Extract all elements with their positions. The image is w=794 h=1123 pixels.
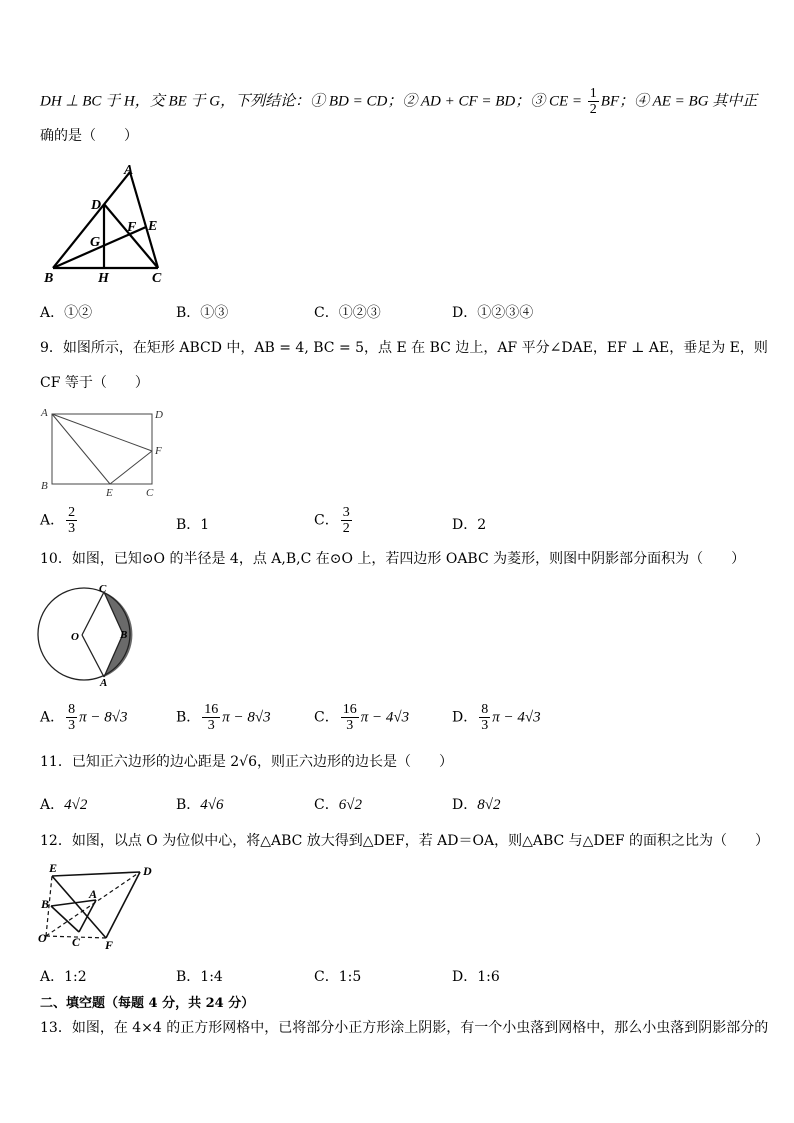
- section2-title: 二、填空题（每题 4 分，共 24 分）: [40, 996, 255, 1011]
- q11-option-b[interactable]: B．4√6: [176, 797, 224, 813]
- q10-option-d[interactable]: D． $\frac{8}{3}$ π − 4√3: [452, 702, 541, 733]
- q13-statement: 13．如图，在 4×4 的正方形网格中，已将部分小正方形涂上阴影，有一个小虫落到网格中，那么小虫落到阴影部分的: [40, 1020, 769, 1036]
- q9-label-b: B: [41, 480, 48, 492]
- q8-label-f: F: [127, 220, 137, 235]
- q12-statement: 12．如图，以点 O 为位似中心，将△ABC 放大得到△DEF，若 AD＝OA，则△ABC 与△DEF 的面积之比为（ ）: [40, 833, 770, 849]
- q9-option-c[interactable]: C． $\frac{3}{2}$: [314, 505, 350, 536]
- q12-label-o: O: [38, 931, 47, 945]
- q12-label-a: A: [89, 887, 98, 901]
- q8-statement-line1: DH ⊥ BC 于 H，交 BE 于 G，下列结论：① BD = CD；② AD + CF = BD；③ CE = $\frac{1}{2}$ BF；④ AE = BG 其中正: [40, 86, 758, 117]
- q8-label-a: A: [124, 163, 134, 178]
- q8-label-d: D: [91, 198, 102, 213]
- q12-homothety-figure: [34, 860, 164, 952]
- q10-option-b[interactable]: B． $\frac{16}{3}$ π − 8√3: [176, 702, 271, 733]
- q11-option-a[interactable]: A．4√2: [40, 797, 88, 813]
- q12-label-b: B: [41, 897, 50, 911]
- q10-label-b: B: [120, 629, 128, 641]
- q12-label-c: C: [72, 935, 81, 949]
- q8-label-b: B: [44, 271, 54, 285]
- q8-label-h: H: [98, 271, 109, 285]
- q9-option-b[interactable]: B．1: [176, 517, 210, 533]
- q9-label-f: F: [155, 445, 162, 457]
- q11-statement: 11．已知正六边形的边心距是 2√6，则正六边形的边长是（ ）: [40, 754, 453, 770]
- q12-label-f: F: [105, 938, 114, 952]
- q8-statement-line2: 确的是（ ）: [40, 128, 138, 144]
- q10-option-a[interactable]: A． $\frac{8}{3}$ π − 8√3: [40, 702, 128, 733]
- q11-option-c[interactable]: C．6√2: [314, 797, 362, 813]
- q10-circle-figure: [36, 582, 136, 690]
- q11-option-d[interactable]: D．8√2: [452, 797, 501, 813]
- q8-triangle-figure: [38, 160, 173, 285]
- q10-label-a: A: [100, 677, 108, 689]
- q9-statement-line1: 9．如图所示，在矩形 ABCD 中，AB = 4, BC = 5，点 E 在 BC 边上，AF 平分∠DAE，EF ⊥ AE，垂足为 E，则: [40, 340, 768, 356]
- q10-label-c: C: [99, 583, 107, 595]
- q12-option-c[interactable]: C．1:5: [314, 969, 362, 985]
- q9-statement-line2: CF 等于（ ）: [40, 375, 149, 391]
- q12-option-d[interactable]: D．1:6: [452, 969, 500, 985]
- q9-label-d: D: [155, 409, 163, 421]
- q8-option-b[interactable]: B．①③: [176, 305, 229, 321]
- q8-label-c: C: [152, 271, 162, 285]
- q10-statement: 10．如图，已知⊙O 的半径是 4，点 A,B,C 在⊙O 上，若四边形 OABC 为菱形，则图中阴影部分面积为（ ）: [40, 551, 746, 567]
- q9-label-c: C: [146, 487, 154, 499]
- q8-option-d[interactable]: D．①②③④: [452, 305, 534, 321]
- q10-label-o: O: [71, 631, 79, 643]
- q8-option-c[interactable]: C．①②③: [314, 305, 381, 321]
- q9-label-e: E: [106, 487, 113, 499]
- q8-label-e: E: [148, 219, 158, 234]
- q10-option-c[interactable]: C． $\frac{16}{3}$ π − 4√3: [314, 702, 410, 733]
- q8-option-a[interactable]: A．①②: [40, 305, 93, 321]
- q9-rectangle-figure: [38, 404, 168, 499]
- q8-fraction: $\frac{1}{2}$: [589, 86, 597, 117]
- q9-label-a: A: [41, 407, 48, 419]
- q12-option-a[interactable]: A．1:2: [40, 969, 87, 985]
- q9-option-d[interactable]: D．2: [452, 517, 487, 533]
- q9-option-a[interactable]: A． $\frac{2}{3}$: [40, 505, 76, 536]
- q12-option-b[interactable]: B．1:4: [176, 969, 223, 985]
- q12-label-d: D: [143, 864, 152, 878]
- q12-label-e: E: [49, 861, 58, 875]
- q8-label-g: G: [90, 235, 101, 250]
